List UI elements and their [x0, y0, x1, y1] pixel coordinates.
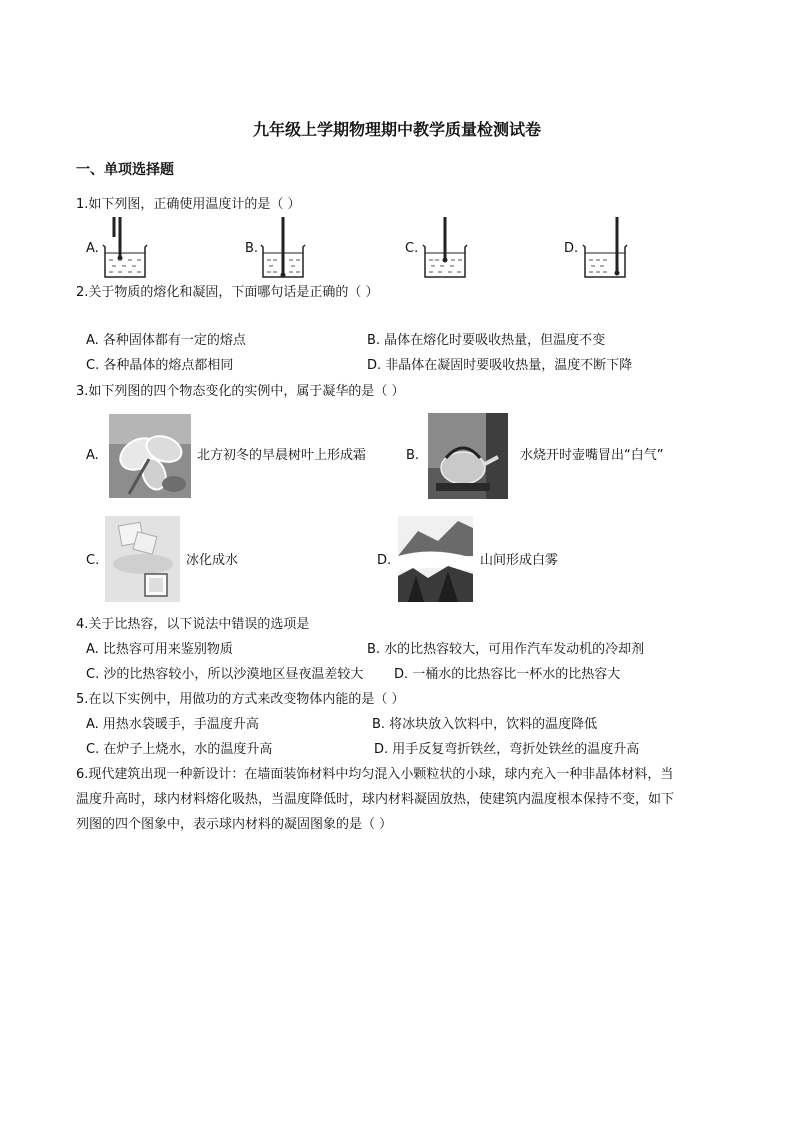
q3-option-c-text: 冰化成水: [186, 553, 239, 568]
question-6-line-3: 列图的四个图象中，表示球内材料的凝固图象的是（ ）: [76, 817, 393, 832]
q2-option-a: A. 各种固体都有一定的熔点: [86, 333, 246, 348]
question-4-stem: 4.关于比热容，以下说法中错误的选项是: [76, 617, 310, 632]
q5-option-d: D. 用手反复弯折铁丝，弯折处铁丝的温度升高: [374, 742, 640, 757]
question-6-line-2: 温度升高时，球内材料熔化吸热，当温度降低时，球内材料凝固放热，使建筑内温度根本保持不变，如下: [76, 792, 675, 807]
q1-option-d-label: D.: [564, 241, 579, 256]
q3-option-c-letter: C.: [86, 553, 100, 568]
q1-option-a-label: A.: [86, 241, 99, 256]
q3-option-b-letter: B.: [406, 448, 420, 463]
q1-option-c-thermometer-figure: [420, 215, 470, 280]
q3-option-a-frost-leaf-photo: [109, 414, 191, 498]
q3-option-c-ice-cubes-photo: [105, 516, 180, 602]
q5-option-a: A. 用热水袋暖手，手温度升高: [86, 717, 259, 732]
page-title: 九年级上学期物理期中教学质量检测试卷: [252, 120, 541, 139]
q4-option-b: B. 水的比热容较大，可用作汽车发动机的冷却剂: [367, 642, 645, 657]
q3-option-a-letter: A.: [86, 448, 99, 463]
question-1-stem: 1.如下列图，正确使用温度计的是（ ）: [76, 197, 301, 212]
q2-option-b: B. 晶体在熔化时要吸收热量，但温度不变: [367, 333, 606, 348]
question-5-stem: 5.在以下实例中，用做功的方式来改变物体内能的是（ ）: [76, 692, 405, 707]
q3-option-d-mountain-fog-photo: [398, 516, 473, 602]
q2-option-d: D. 非晶体在凝固时要吸收热量，温度不断下降: [367, 358, 633, 373]
question-2-stem: 2.关于物质的熔化和凝固，下面哪句话是正确的（ ）: [76, 285, 379, 300]
q3-option-d-text: 山间形成白雾: [480, 553, 559, 568]
q1-option-a-thermometer-figure: [100, 215, 150, 280]
q4-option-c: C. 沙的比热容较小，所以沙漠地区昼夜温差较大: [86, 667, 364, 682]
q5-option-b: B. 将冰块放入饮料中，饮料的温度降低: [372, 717, 598, 732]
q1-option-b-thermometer-figure: [258, 215, 308, 280]
q4-option-d: D. 一桶水的比热容比一杯水的比热容大: [394, 667, 621, 682]
q1-option-d-thermometer-figure: [580, 215, 630, 280]
q1-option-c-label: C.: [405, 241, 419, 256]
q1-option-b-label: B.: [245, 241, 259, 256]
q5-option-c: C. 在炉子上烧水，水的温度升高: [86, 742, 273, 757]
q3-option-b-kettle-photo: [428, 413, 508, 499]
section-heading: 一、单项选择题: [76, 162, 174, 178]
q3-option-a-text: 北方初冬的早晨树叶上形成霜: [197, 448, 367, 463]
question-6-line-1: 6.现代建筑出现一种新设计：在墙面装饰材料中均匀混入小颗粒状的小球，球内充入一种非晶体材料，当: [76, 767, 674, 782]
q4-option-a: A. 比热容可用来鉴别物质: [86, 642, 233, 657]
q3-option-b-text: 水烧开时壶嘴冒出“白气”: [520, 448, 664, 463]
q2-option-c: C. 各种晶体的熔点都相同: [86, 358, 234, 373]
q3-option-d-letter: D.: [377, 553, 392, 568]
question-3-stem: 3.如下列图的四个物态变化的实例中，属于凝华的是（ ）: [76, 384, 405, 399]
